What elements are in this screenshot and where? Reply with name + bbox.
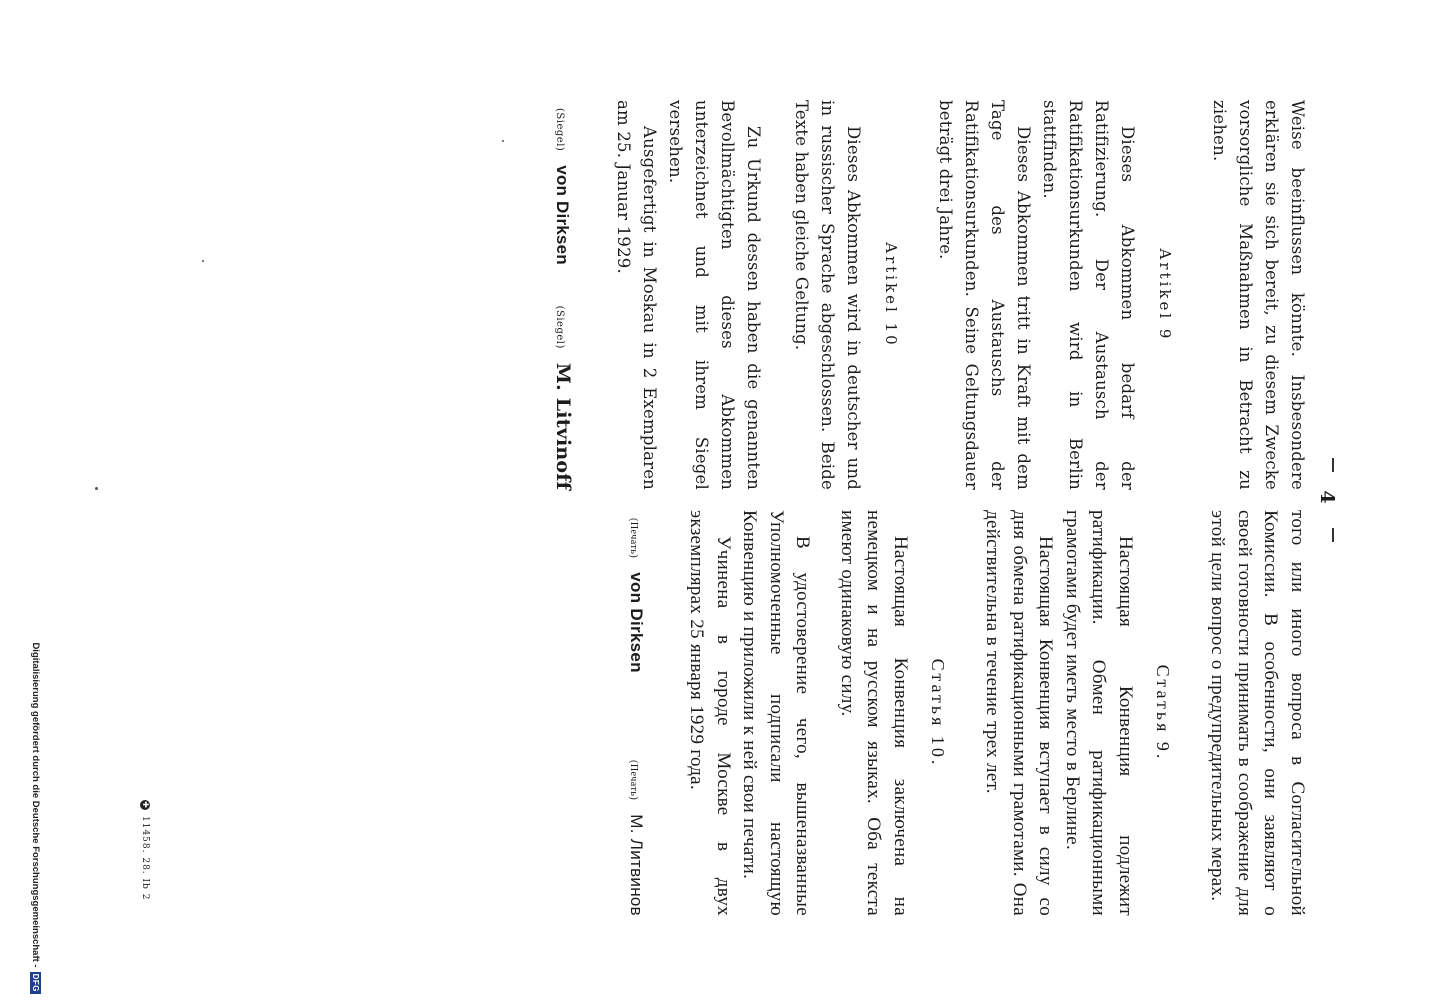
scan-speck	[95, 487, 98, 490]
printer-mark-code: 11458. 28. Ib 2	[140, 816, 150, 901]
german-witness-clause: Zu Urkund dessen haben die genannten Bevollmächtigten dieses Abkommen unterzeichnet und mit ihrem Siegel versehen.	[666, 100, 763, 490]
scan-speck	[202, 260, 204, 262]
printer-mark	[140, 800, 150, 900]
german-seal-label-1: (Siegel)	[554, 108, 565, 152]
german-signatures	[546, 100, 576, 490]
german-execution-clause: Ausgefertigt in Moskau in 2 Exemplaren am 25. Januar 1929.	[614, 100, 659, 490]
russian-seal-label-1: (Печать)	[628, 518, 639, 559]
russian-article-9-paragraph-2: Настоящая Конвенция вступает в силу со дня обмена ратификационными грамотами. Она действительна в течение трех лет.	[982, 510, 1057, 916]
funding-footer-text: Digitalisierung gefördert durch die Deutsche Forschungsgemeinschaft -	[30, 642, 42, 968]
printer-emblem-icon: ✚	[141, 801, 150, 809]
russian-article-9-paragraph-1: Настоящая Конвенция подлежит ратификации. Обмен ратификационными грамотами будет иметь место в Берлине.	[1062, 510, 1136, 916]
russian-article-10-paragraph: Настоящая Конвенция заключена на немецком и на русском языках. Оба текста имеют одинаковую силу.	[837, 510, 911, 916]
russian-article-10-heading: Статья 10.	[928, 658, 948, 768]
german-seal-label-2: (Siegel)	[554, 305, 565, 349]
russian-signer-1: von Dirksen	[627, 572, 646, 673]
german-article-10-paragraph: Dieses Abkommen wird in deutscher und in russischer Sprache abgeschlossen. Beide Texte haben gleiche Geltung.	[792, 100, 863, 490]
russian-intro: того или иного вопроса в Согласительной Комиссии. В особенности, они заявляют о своей готовности принимать в соображение для этой цели вопрос о предупредительных мерах.	[1207, 510, 1308, 916]
russian-seal-label-2: (Печать)	[628, 760, 639, 801]
russian-signature-2	[620, 760, 650, 916]
russian-witness-clause: В удостоверение чего, вышеназванные Уполномоченные подписали настоящую Конвенцию и приложили к ней свои печати.	[739, 510, 814, 916]
funding-footer	[0, 604, 42, 994]
russian-column	[620, 510, 1311, 916]
russian-article-9-heading: Статья 9.	[1153, 664, 1173, 762]
german-column	[546, 100, 1310, 490]
german-signature-1	[546, 108, 575, 265]
german-signer-1: von Dirksen	[553, 165, 572, 265]
german-signer-2: M. Litvinoff	[552, 362, 574, 490]
russian-signatures	[620, 510, 650, 916]
german-intro: Weise beeinflussen könnte. Insbesondere erklären sie sich bereit, zu diesem Zwecke vorsorgliche Maßnahmen in Betracht zu ziehen.	[1210, 100, 1307, 490]
german-signature-2	[546, 306, 576, 490]
russian-signer-2: М. Литвинов	[627, 814, 646, 916]
german-article-9-heading: Artikel 9	[1156, 248, 1174, 342]
german-article-10-heading: Artikel 10	[882, 242, 900, 348]
russian-execution-clause: Учинена в городе Москве в двух экземплярах 25 января 1929 года.	[686, 510, 734, 916]
russian-signature-1	[620, 518, 650, 673]
scan-speck	[502, 140, 504, 142]
german-article-9-paragraph-2: Dieses Abkommen tritt in Kraft mit dem Tage des Austauschs der Ratifikationsurkunden. Seine Geltungsdauer beträgt drei Jahre.	[936, 100, 1033, 490]
german-article-9-paragraph-1: Dieses Abkommen bedarf der Ratifizierung. Der Austausch der Ratifikationsurkunden wird in Berlin stattfinden.	[1040, 100, 1137, 490]
page-number-dash-right	[1333, 528, 1335, 542]
dfg-logo: DFG	[31, 973, 41, 992]
page-number: 4	[1316, 490, 1338, 510]
